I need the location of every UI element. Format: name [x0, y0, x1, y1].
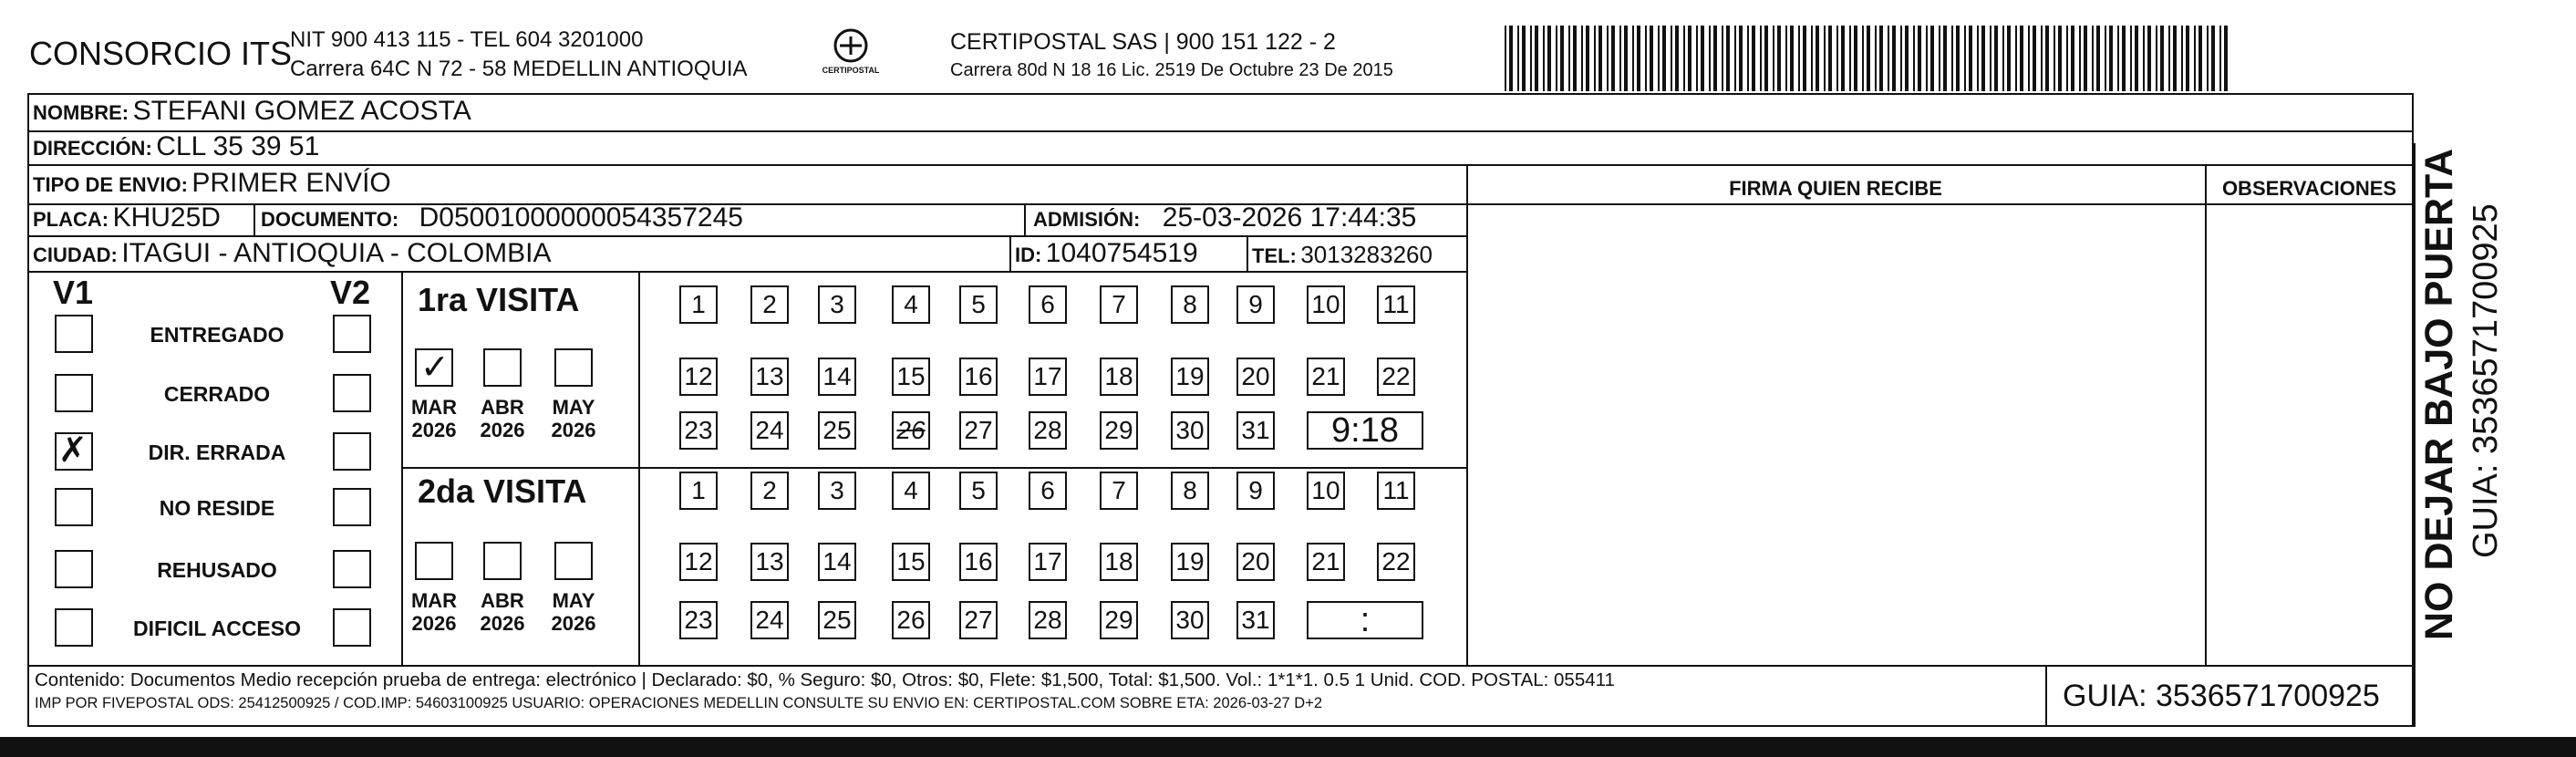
- barcode-bar: [1867, 26, 1870, 91]
- tipo-envio-row: [33, 168, 391, 199]
- day-box[interactable]: 4: [892, 472, 930, 510]
- documento-value: D05001000000054357245: [419, 202, 743, 233]
- barcode-bar: [1675, 26, 1679, 91]
- day-box[interactable]: 13: [750, 543, 789, 581]
- month-checkbox[interactable]: [415, 348, 453, 387]
- barcode-bar: [1547, 26, 1551, 91]
- day-box[interactable]: 14: [818, 358, 856, 396]
- side-warning: NO DEJAR BAJO PUERTA: [2417, 148, 2461, 640]
- v2-checkbox[interactable]: [333, 550, 371, 588]
- barcode-bar: [1509, 26, 1513, 91]
- month-label: [471, 396, 534, 441]
- month-name: MAY: [552, 396, 595, 419]
- barcode-bar: [2041, 26, 2043, 91]
- barcode-bar: [2071, 26, 2074, 91]
- barcode-bar: [1671, 26, 1672, 91]
- barcode-bar: [1849, 26, 1851, 91]
- tipo-envio-value: PRIMER ENVÍO: [191, 168, 391, 198]
- footer-imp: IMP POR FIVEPOSTAL ODS: 25412500925 / COD.IMP: 54603100925 USUARIO: OPERACIONES MEDELLIN CONSULTE SU ENVIO EN: CERTIPOSTAL.COM SOBRE ETA: 2026-03-27 D+2: [35, 695, 1323, 711]
- day-box[interactable]: 6: [1029, 472, 1067, 510]
- day-box[interactable]: 23: [679, 411, 718, 450]
- day-box[interactable]: 20: [1236, 358, 1275, 396]
- barcode-bar: [1943, 26, 1947, 91]
- footer-contenido: Contenido: Documentos Medio recepción prueba de entrega: electrónico | Declarado: $0, % Seguro: $0, Otros: $0, Flete: $1,500, Total: $1,500. Vol.: 1*1*1. 0.5 1 Unid. COD. POSTAL: 055411: [35, 669, 1615, 690]
- month-year: 2026: [411, 612, 457, 635]
- ciudad-row: [33, 238, 552, 269]
- footer-guia: GUIA: 3536571700925: [2063, 679, 2380, 713]
- day-box[interactable]: 12: [679, 358, 718, 396]
- status-label: DIFICIL ACCESO: [132, 617, 301, 640]
- day-box[interactable]: 11: [1377, 285, 1415, 324]
- day-box[interactable]: 16: [959, 358, 998, 396]
- barcode-bar: [1556, 26, 1557, 91]
- time-box[interactable]: 9:18: [1307, 411, 1423, 450]
- day-box[interactable]: 27: [959, 411, 998, 450]
- barcode-bar: [2224, 26, 2228, 91]
- barcode-bar: [2007, 26, 2011, 91]
- barcode-bar: [2045, 26, 2049, 91]
- day-box[interactable]: 16: [959, 543, 998, 581]
- day-box[interactable]: 29: [1100, 411, 1138, 450]
- firma-header: FIRMA QUIEN RECIBE: [1729, 177, 1942, 200]
- day-box[interactable]: 30: [1171, 601, 1209, 639]
- barcode-bar: [1688, 26, 1691, 91]
- barcode-bar: [2028, 26, 2030, 91]
- barcode-bar: [1811, 26, 1813, 91]
- nombre-row: [33, 96, 471, 127]
- day-box[interactable]: 11: [1377, 472, 1415, 510]
- day-box[interactable]: 12: [679, 543, 718, 581]
- barcode-bar: [1900, 26, 1902, 91]
- day-box[interactable]: 10: [1307, 472, 1345, 510]
- barcode-bar: [1611, 26, 1615, 91]
- month-checkbox[interactable]: [415, 542, 453, 580]
- barcode-bar: [1875, 26, 1877, 91]
- barcode-bar: [1607, 26, 1609, 91]
- tel-label: TEL:: [1252, 244, 1297, 267]
- barcode-bar: [1790, 26, 1794, 91]
- day-box[interactable]: 22: [1377, 358, 1415, 396]
- placa-row: [33, 202, 221, 233]
- barcode-bar: [1505, 26, 1506, 91]
- day-box[interactable]: 18: [1100, 358, 1138, 396]
- barcode-bar: [2015, 26, 2017, 91]
- barcode-bar: [2054, 26, 2055, 91]
- day-box[interactable]: 5: [959, 285, 998, 324]
- barcode-bar: [1624, 26, 1628, 91]
- check-mark-icon: ✓: [420, 347, 450, 387]
- barcode-bar: [1777, 26, 1781, 91]
- barcode-bar: [1560, 26, 1564, 91]
- barcode-bar: [2096, 26, 2100, 91]
- barcode-bar: [2173, 26, 2177, 91]
- barcode-bar: [1888, 26, 1889, 91]
- status-label: CERRADO: [163, 382, 271, 406]
- day-box[interactable]: 22: [1377, 543, 1415, 581]
- barcode-bar: [1816, 26, 1819, 91]
- id-value: 1040754519: [1045, 238, 1198, 268]
- barcode-bar: [2117, 26, 2119, 91]
- barcode-bar: [1854, 26, 1857, 91]
- observaciones-area[interactable]: [2209, 206, 2411, 662]
- v2-checkbox[interactable]: [333, 315, 371, 353]
- observaciones-header: OBSERVACIONES: [2221, 177, 2397, 200]
- barcode-bar: [1739, 26, 1743, 91]
- barcode-bar: [1752, 26, 1755, 91]
- barcode-bar: [2058, 26, 2062, 91]
- logo-caption: CERTIPOSTAL: [822, 66, 880, 75]
- month-checkbox[interactable]: [554, 348, 593, 387]
- day-box[interactable]: 28: [1029, 411, 1067, 450]
- barcode-bar: [1658, 26, 1660, 91]
- day-box[interactable]: 29: [1100, 601, 1138, 639]
- barcode-bar: [1994, 26, 1998, 91]
- barcode-bar: [1824, 26, 1826, 91]
- barcode-bar: [2160, 26, 2164, 91]
- admision-label: ADMISIÓN:: [1033, 208, 1141, 231]
- day-box[interactable]: 25: [818, 411, 856, 450]
- time-box[interactable]: :: [1307, 601, 1423, 639]
- month-year: 2026: [480, 419, 525, 441]
- barcode-bar: [1696, 26, 1698, 91]
- day-box[interactable]: 8: [1171, 285, 1209, 324]
- barcode-bar: [1683, 26, 1685, 91]
- day-box[interactable]: 17: [1029, 358, 1067, 396]
- month-name: ABR: [481, 589, 524, 612]
- v2-checkbox[interactable]: [333, 488, 371, 526]
- barcode-bar: [2194, 26, 2196, 91]
- month-label: [542, 396, 605, 441]
- barcode-bar: [1862, 26, 1864, 91]
- barcode-bar: [1535, 26, 1538, 91]
- admision-row: [1033, 202, 1416, 233]
- barcode-bar: [1650, 26, 1653, 91]
- day-box[interactable]: 17: [1029, 543, 1067, 581]
- v2-checkbox[interactable]: [333, 432, 371, 471]
- status-label: REHUSADO: [157, 558, 277, 582]
- month-year: 2026: [411, 419, 457, 441]
- certipostal-name: CERTIPOSTAL SAS | 900 151 122 - 2: [950, 29, 1336, 55]
- barcode-bar: [1573, 26, 1577, 91]
- day-box[interactable]: 9: [1236, 472, 1275, 510]
- barcode-bar: [2033, 26, 2036, 91]
- day-box[interactable]: 23: [679, 601, 718, 639]
- day-box[interactable]: 9: [1236, 285, 1275, 324]
- ciudad-value: ITAGUI - ANTIOQUIA - COLOMBIA: [121, 238, 552, 268]
- barcode-bar: [1951, 26, 1953, 91]
- barcode-bar: [1773, 26, 1774, 91]
- day-box[interactable]: 2: [750, 472, 789, 510]
- bottom-edge: [0, 737, 2576, 757]
- day-box[interactable]: 4: [892, 285, 930, 324]
- day-box[interactable]: 24: [750, 411, 789, 450]
- day-box[interactable]: 10: [1307, 285, 1345, 324]
- documento-label: DOCUMENTO:: [261, 208, 399, 231]
- barcode-bar: [2135, 26, 2138, 91]
- barcode-bar: [2020, 26, 2023, 91]
- barcode-bar: [1990, 26, 1991, 91]
- month-checkbox[interactable]: [554, 542, 593, 580]
- barcode-bar: [1645, 26, 1647, 91]
- day-box[interactable]: 24: [750, 601, 789, 639]
- barcode-bar: [1662, 26, 1666, 91]
- v1-checkbox[interactable]: [55, 315, 93, 353]
- barcode-bar: [1530, 26, 1532, 91]
- barcode-bar: [1956, 26, 1960, 91]
- direccion-row: [33, 131, 319, 162]
- v1-checkbox[interactable]: [55, 550, 93, 588]
- month-year: 2026: [551, 612, 596, 635]
- barcode-bar: [1892, 26, 1896, 91]
- day-box[interactable]: 5: [959, 472, 998, 510]
- day-box[interactable]: 15: [892, 358, 930, 396]
- barcode-bar: [2207, 26, 2209, 91]
- barcode-bar: [1926, 26, 1928, 91]
- barcode-bar: [2186, 26, 2189, 91]
- barcode-bar: [1836, 26, 1838, 91]
- day-box[interactable]: 21: [1307, 543, 1345, 581]
- company-address: Carrera 64C N 72 - 58 MEDELLIN ANTIOQUIA: [290, 57, 748, 81]
- month-checkbox[interactable]: [483, 542, 522, 580]
- barcode-bar: [2066, 26, 2068, 91]
- visit-1-title: 1ra VISITA: [418, 281, 580, 318]
- day-box[interactable]: 21: [1307, 358, 1345, 396]
- barcode-bar: [2109, 26, 2113, 91]
- barcode-bar: [1939, 26, 1940, 91]
- day-box[interactable]: 14: [818, 543, 856, 581]
- barcode-bar: [1879, 26, 1883, 91]
- direccion-value: CLL 35 39 51: [156, 131, 320, 161]
- month-name: MAR: [410, 589, 458, 612]
- barcode-bar: [2002, 26, 2004, 91]
- v1-checkbox[interactable]: [55, 432, 93, 471]
- barcode-bar: [2211, 26, 2215, 91]
- day-box[interactable]: 2: [750, 285, 789, 324]
- side-guia: GUIA: 3536571700925: [2467, 203, 2505, 558]
- company-name: CONSORCIO ITS: [29, 35, 293, 72]
- day-box[interactable]: 30: [1171, 411, 1209, 450]
- day-box[interactable]: 31: [1236, 411, 1275, 450]
- ciudad-label: CIUDAD:: [33, 244, 118, 266]
- tel-row: [1252, 241, 1433, 269]
- v1-checkbox[interactable]: [55, 374, 93, 412]
- month-year: 2026: [480, 612, 525, 635]
- barcode-bar: [2219, 26, 2221, 91]
- barcode-bar: [2130, 26, 2132, 91]
- barcode-bar: [1760, 26, 1762, 91]
- direccion-label: DIRECCIÓN:: [33, 137, 152, 160]
- v1-checkbox[interactable]: [55, 608, 93, 647]
- day-box[interactable]: 3: [818, 285, 856, 324]
- barcode-bar: [1594, 26, 1596, 91]
- day-box[interactable]: 6: [1029, 285, 1067, 324]
- company-nit: NIT 900 413 115 - TEL 604 3201000: [290, 27, 644, 52]
- barcode-bar: [1734, 26, 1736, 91]
- firma-area[interactable]: [1470, 206, 2203, 662]
- barcode-bar: [1913, 26, 1915, 91]
- tel-value: 3013283260: [1300, 241, 1433, 268]
- day-box[interactable]: 7: [1100, 472, 1138, 510]
- day-box[interactable]: 19: [1171, 543, 1209, 581]
- barcode-bar: [1930, 26, 1934, 91]
- admision-value: 25-03-2026 17:44:35: [1162, 202, 1417, 233]
- barcode-bar: [1981, 26, 1985, 91]
- barcode-bar: [1905, 26, 1909, 91]
- barcode-bar: [1632, 26, 1634, 91]
- barcode-bar: [1918, 26, 1921, 91]
- barcode-bar: [2079, 26, 2081, 91]
- day-box[interactable]: 18: [1100, 543, 1138, 581]
- barcode-bar: [2092, 26, 2094, 91]
- placa-label: PLACA:: [33, 208, 109, 231]
- barcode-bar: [1517, 26, 1519, 91]
- day-box[interactable]: 28: [1029, 601, 1067, 639]
- barcode-bar: [2105, 26, 2106, 91]
- month-label: [402, 396, 466, 441]
- barcode-bar: [1841, 26, 1845, 91]
- status-label: ENTREGADO: [150, 323, 284, 347]
- month-name: ABR: [481, 396, 524, 419]
- day-box[interactable]: 27: [959, 601, 998, 639]
- id-label: ID:: [1015, 244, 1042, 266]
- id-row: [1015, 238, 1198, 269]
- barcode-bar: [2143, 26, 2145, 91]
- barcode-bar: [1586, 26, 1589, 91]
- month-label: [402, 589, 466, 635]
- day-box[interactable]: 26: [892, 601, 930, 639]
- barcode-bar: [1543, 26, 1545, 91]
- month-label: [542, 589, 605, 635]
- documento-row: [261, 202, 743, 233]
- barcode-bar: [1803, 26, 1806, 91]
- barcode-bar: [2198, 26, 2202, 91]
- barcode-bar: [2147, 26, 2151, 91]
- barcode-bar: [1785, 26, 1787, 91]
- day-box[interactable]: 25: [818, 601, 856, 639]
- day-box[interactable]: 26: [892, 411, 930, 450]
- day-box[interactable]: 1: [679, 472, 718, 510]
- barcode-bar: [1828, 26, 1832, 91]
- day-box[interactable]: 31: [1236, 601, 1275, 639]
- barcode-bar: [1709, 26, 1711, 91]
- barcode-bar: [1568, 26, 1570, 91]
- certipostal-address: Carrera 80d N 18 16 Lic. 2519 De Octubre 23 De 2015: [950, 60, 1393, 80]
- day-box[interactable]: 19: [1171, 358, 1209, 396]
- barcode-bar: [1598, 26, 1602, 91]
- barcode-bar: [1964, 26, 1966, 91]
- barcode-bar: [1747, 26, 1749, 91]
- barcode: [1505, 26, 2234, 91]
- day-box[interactable]: 15: [892, 543, 930, 581]
- placa-value: KHU25D: [112, 202, 221, 233]
- barcode-bar: [2122, 26, 2126, 91]
- month-label: [471, 589, 534, 635]
- day-box[interactable]: 1: [679, 285, 718, 324]
- barcode-bar: [1798, 26, 1800, 91]
- day-box[interactable]: 20: [1236, 543, 1275, 581]
- v1-header: V1: [53, 274, 94, 311]
- certipostal-logo: [814, 26, 887, 80]
- barcode-bar: [1637, 26, 1640, 91]
- day-box[interactable]: 3: [818, 472, 856, 510]
- barcode-bar: [2156, 26, 2157, 91]
- barcode-bar: [1713, 26, 1717, 91]
- v1-checkbox[interactable]: [55, 488, 93, 526]
- barcode-bar: [1722, 26, 1723, 91]
- tipo-envio-label: TIPO DE ENVIO:: [33, 173, 188, 196]
- barcode-bar: [1581, 26, 1583, 91]
- v2-checkbox[interactable]: [333, 374, 371, 412]
- month-name: MAR: [410, 396, 458, 419]
- month-name: MAY: [552, 589, 595, 612]
- barcode-bar: [1619, 26, 1621, 91]
- barcode-bar: [1764, 26, 1768, 91]
- month-year: 2026: [551, 419, 596, 441]
- check-mark-icon: ✗: [58, 430, 88, 470]
- nombre-value: STEFANI GOMEZ ACOSTA: [132, 96, 471, 126]
- barcode-bar: [1969, 26, 1972, 91]
- barcode-bar: [1701, 26, 1704, 91]
- barcode-bar: [2181, 26, 2183, 91]
- barcode-bar: [1726, 26, 1730, 91]
- visit-2-title: 2da VISITA: [418, 472, 587, 510]
- v2-header: V2: [330, 274, 371, 311]
- barcode-bar: [2168, 26, 2170, 91]
- status-label: NO RESIDE: [159, 496, 275, 520]
- month-checkbox[interactable]: [483, 348, 522, 387]
- day-box[interactable]: 7: [1100, 285, 1138, 324]
- barcode-bar: [2084, 26, 2087, 91]
- nombre-label: NOMBRE:: [33, 101, 129, 124]
- barcode-bar: [1522, 26, 1526, 91]
- day-box[interactable]: 8: [1171, 472, 1209, 510]
- status-label: DIR. ERRADA: [148, 441, 286, 464]
- day-box[interactable]: 13: [750, 358, 789, 396]
- barcode-bar: [1977, 26, 1979, 91]
- v2-checkbox[interactable]: [333, 608, 371, 647]
